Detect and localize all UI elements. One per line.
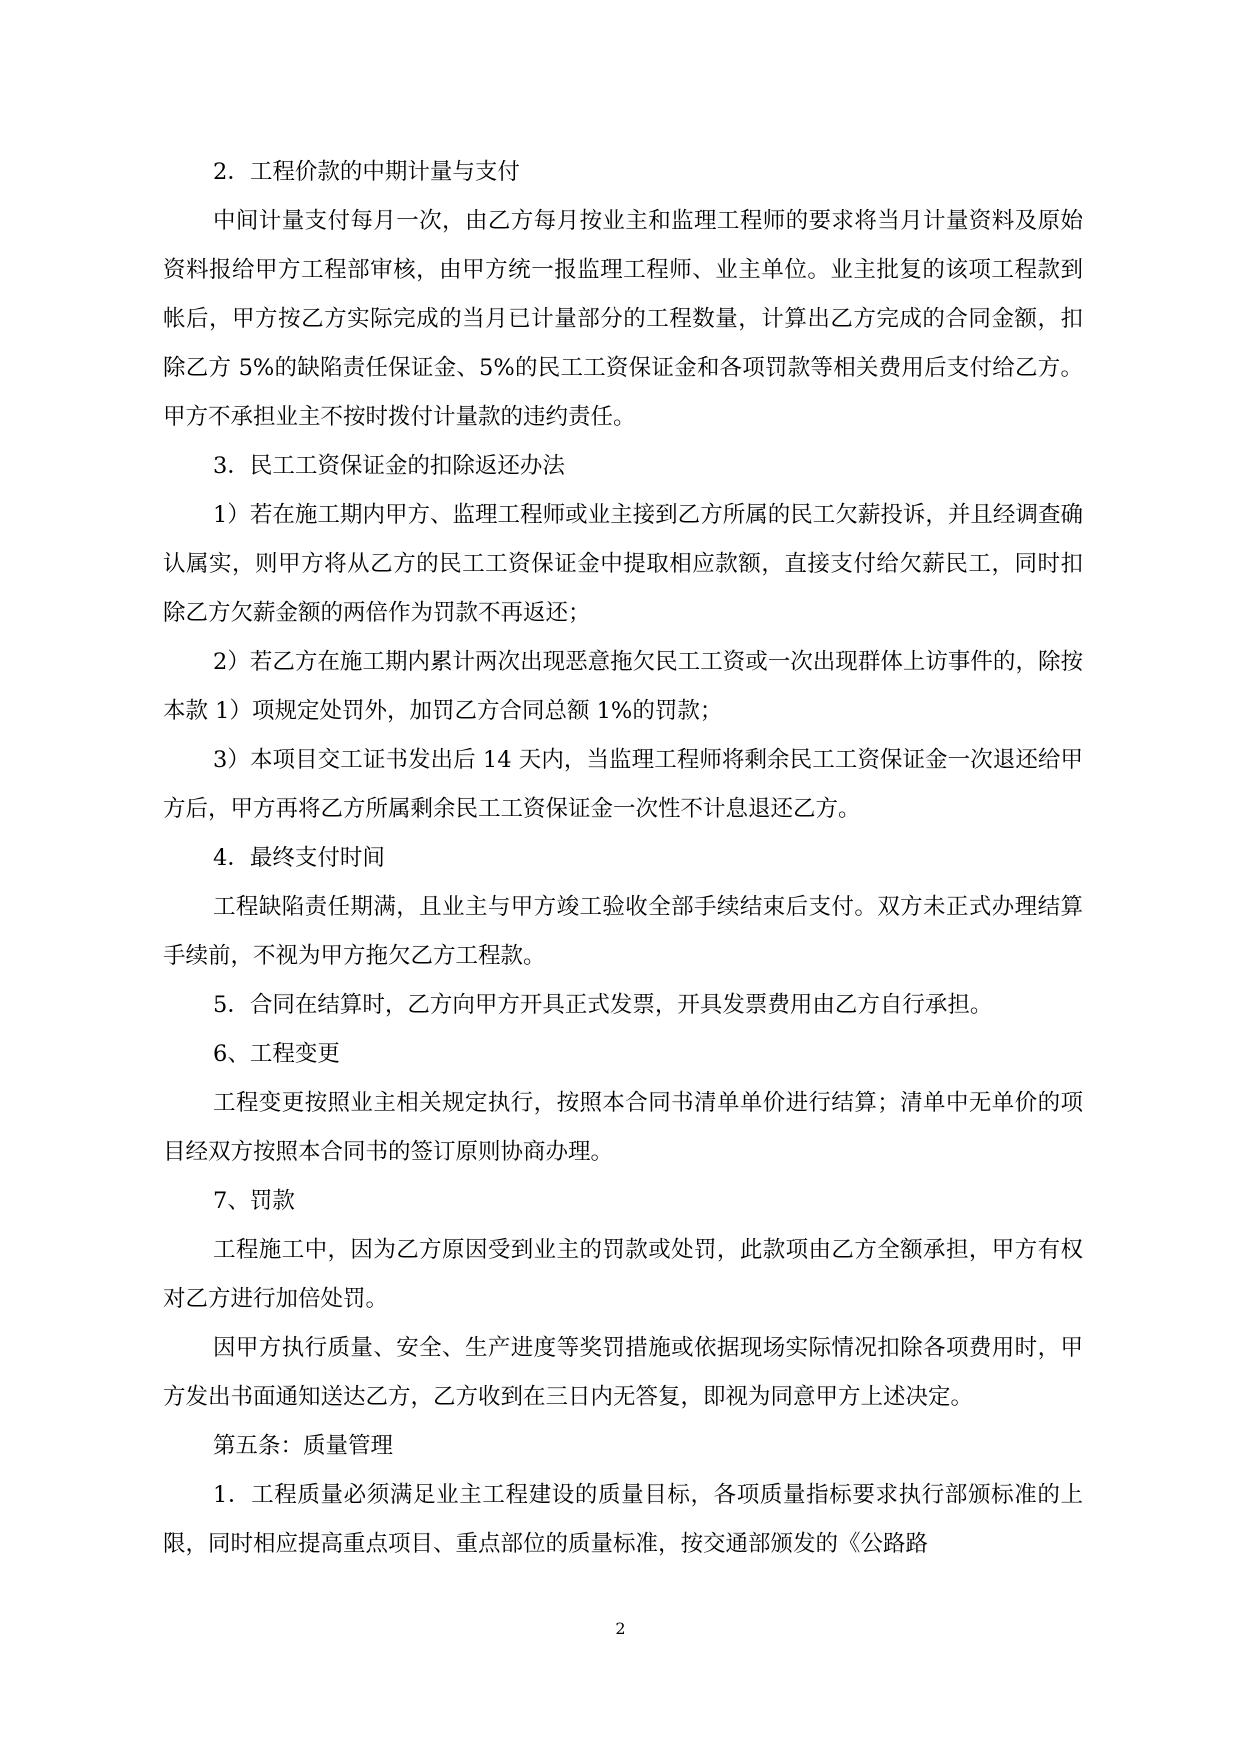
paragraph-wage-deposit-item-1: 1）若在施工期内甲方、监理工程师或业主接到乙方所属的民工欠薪投诉，并且经调查确认属实，则甲方将从乙方的民工工资保证金中提取相应款额，直接支付给欠薪民工，同时扣除乙方欠薪金额的两倍作为罚款不再返还； [163, 502, 1083, 626]
paragraph-wage-deposit-item-3: 3）本项目交工证书发出后 14 天内，当监理工程师将剩余民工工资保证金一次退还给甲方后，甲方再将乙方所属剩余民工工资保证金一次性不计息退还乙方。 [163, 747, 1083, 822]
paragraph-variation: 工程变更按照业主相关规定执行，按照本合同书清单单价进行结算；清单中无单价的项目经双方按照本合同书的签订原则协商办理。 [163, 1090, 1083, 1165]
paragraph-quality-1: 1．工程质量必须满足业主工程建设的质量目标，各项质量指标要求执行部颁标准的上限，同时相应提高重点项目、重点部位的质量标准，按交通部颁发的《公路路 [163, 1482, 1083, 1557]
paragraph-wage-deposit-item-2: 2）若乙方在施工期内累计两次出现恶意拖欠民工工资或一次出现群体上访事件的，除按本款 1）项规定处罚外，加罚乙方合同总额 1%的罚款； [163, 649, 1083, 724]
paragraph-penalty-2: 因甲方执行质量、安全、生产进度等奖罚措施或依据现场实际情况扣除各项费用时，甲方发出书面通知送达乙方，乙方收到在三日内无答复，即视为同意甲方上述决定。 [163, 1335, 1083, 1410]
page-number: 2 [615, 1619, 626, 1638]
paragraph-final-payment: 工程缺陷责任期满，且业主与甲方竣工验收全部手续结束后支付。双方未正式办理结算手续前，不视为甲方拖欠乙方工程款。 [163, 894, 1083, 969]
section-heading-final-payment: 4．最终支付时间 [213, 845, 385, 871]
paragraph-invoice: 5．合同在结算时，乙方向甲方开具正式发票，开具发票费用由乙方自行承担。 [213, 992, 993, 1018]
section-heading-interim-payment: 2．工程价款的中期计量与支付 [213, 159, 520, 185]
article-heading-quality: 第五条：质量管理 [213, 1433, 394, 1459]
paragraph-penalty-1: 工程施工中，因为乙方原因受到业主的罚款或处罚，此款项由乙方全额承担，甲方有权对乙方进行加倍处罚。 [163, 1237, 1083, 1312]
section-heading-penalty: 7、罚款 [213, 1188, 295, 1214]
section-heading-variation: 6、工程变更 [213, 1041, 340, 1067]
paragraph-interim-payment: 中间计量支付每月一次，由乙方每月按业主和监理工程师的要求将当月计量资料及原始资料报给甲方工程部审核，由甲方统一报监理工程师、业主单位。业主批复的该项工程款到帐后，甲方按乙方实际完成的当月已计量部分的工程数量，计算出乙方完成的合同金额，扣除乙方 5%的缺陷责任保证金、5%的民工工资保证金和各项罚款等相关费用后支付给乙方。甲方不承担业主不按时拨付计量款的违约责任。 [163, 208, 1083, 430]
section-heading-wage-deposit: 3．民工工资保证金的扣除返还办法 [213, 453, 565, 479]
document-body [163, 148, 1083, 1569]
